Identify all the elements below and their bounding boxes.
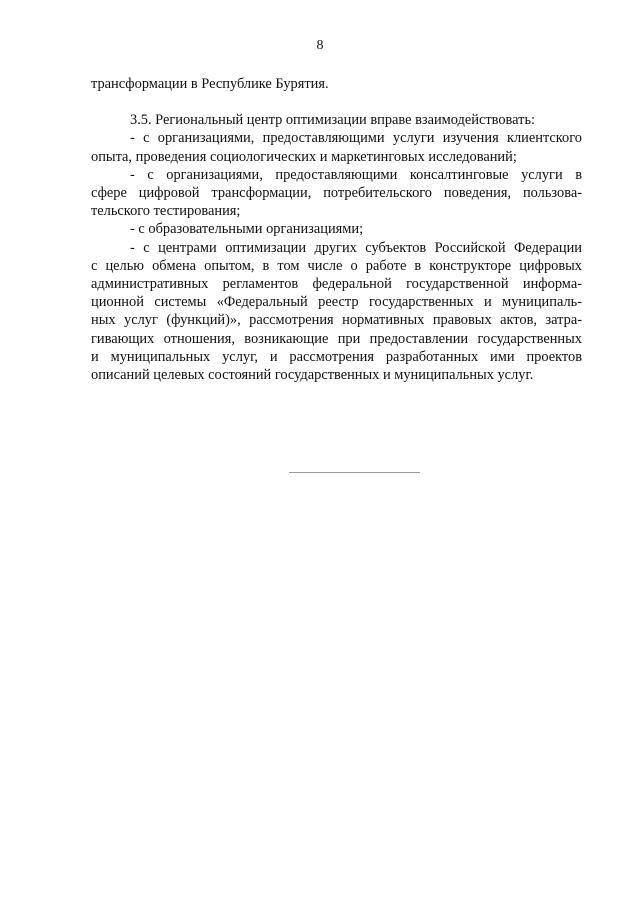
text-line: описаний целевых состояний государственных и муниципальных услуг. [91,367,534,384]
text-line: опыта, проведения социологических и маркетинговых исследований; [91,148,517,165]
text-line: сфере цифровой трансформации, потребительского поведения, пользова- [91,185,582,202]
text-line: ционной системы «Федеральный реестр государственных и муниципаль- [91,294,582,311]
text-line: 3.5. Региональный центр оптимизации вправе взаимодействовать: [130,112,536,129]
document-body [91,75,582,384]
text-line: - с организациями, предоставляющими консалтинговые услуги в [130,166,582,183]
end-separator [289,472,420,473]
text-line: трансформации в Республике Бурятия. [91,76,329,92]
text-line: с целью обмена опытом, в том числе о работе в конструкторе цифровых [91,257,582,274]
text-line: - с организациями, предоставляющими услуги изучения клиентского [130,130,582,147]
text-line: административных регламентов федеральной государственной информа- [91,276,582,293]
text-line: тельского тестирования; [91,203,241,220]
text-line: - с центрами оптимизации других субъектов Российской Федерации [130,239,582,256]
text-line: - с образовательными организациями; [130,221,364,238]
page-number: 8 [316,38,324,53]
text-line: и муниципальных услуг, и рассмотрения разработанных ими проектов [91,348,582,365]
text-line: гивающих отношения, возникающие при предоставлении государственных [91,330,582,347]
text-line: ных услуг (функций)», рассмотрения нормативных правовых актов, затра- [91,312,582,329]
